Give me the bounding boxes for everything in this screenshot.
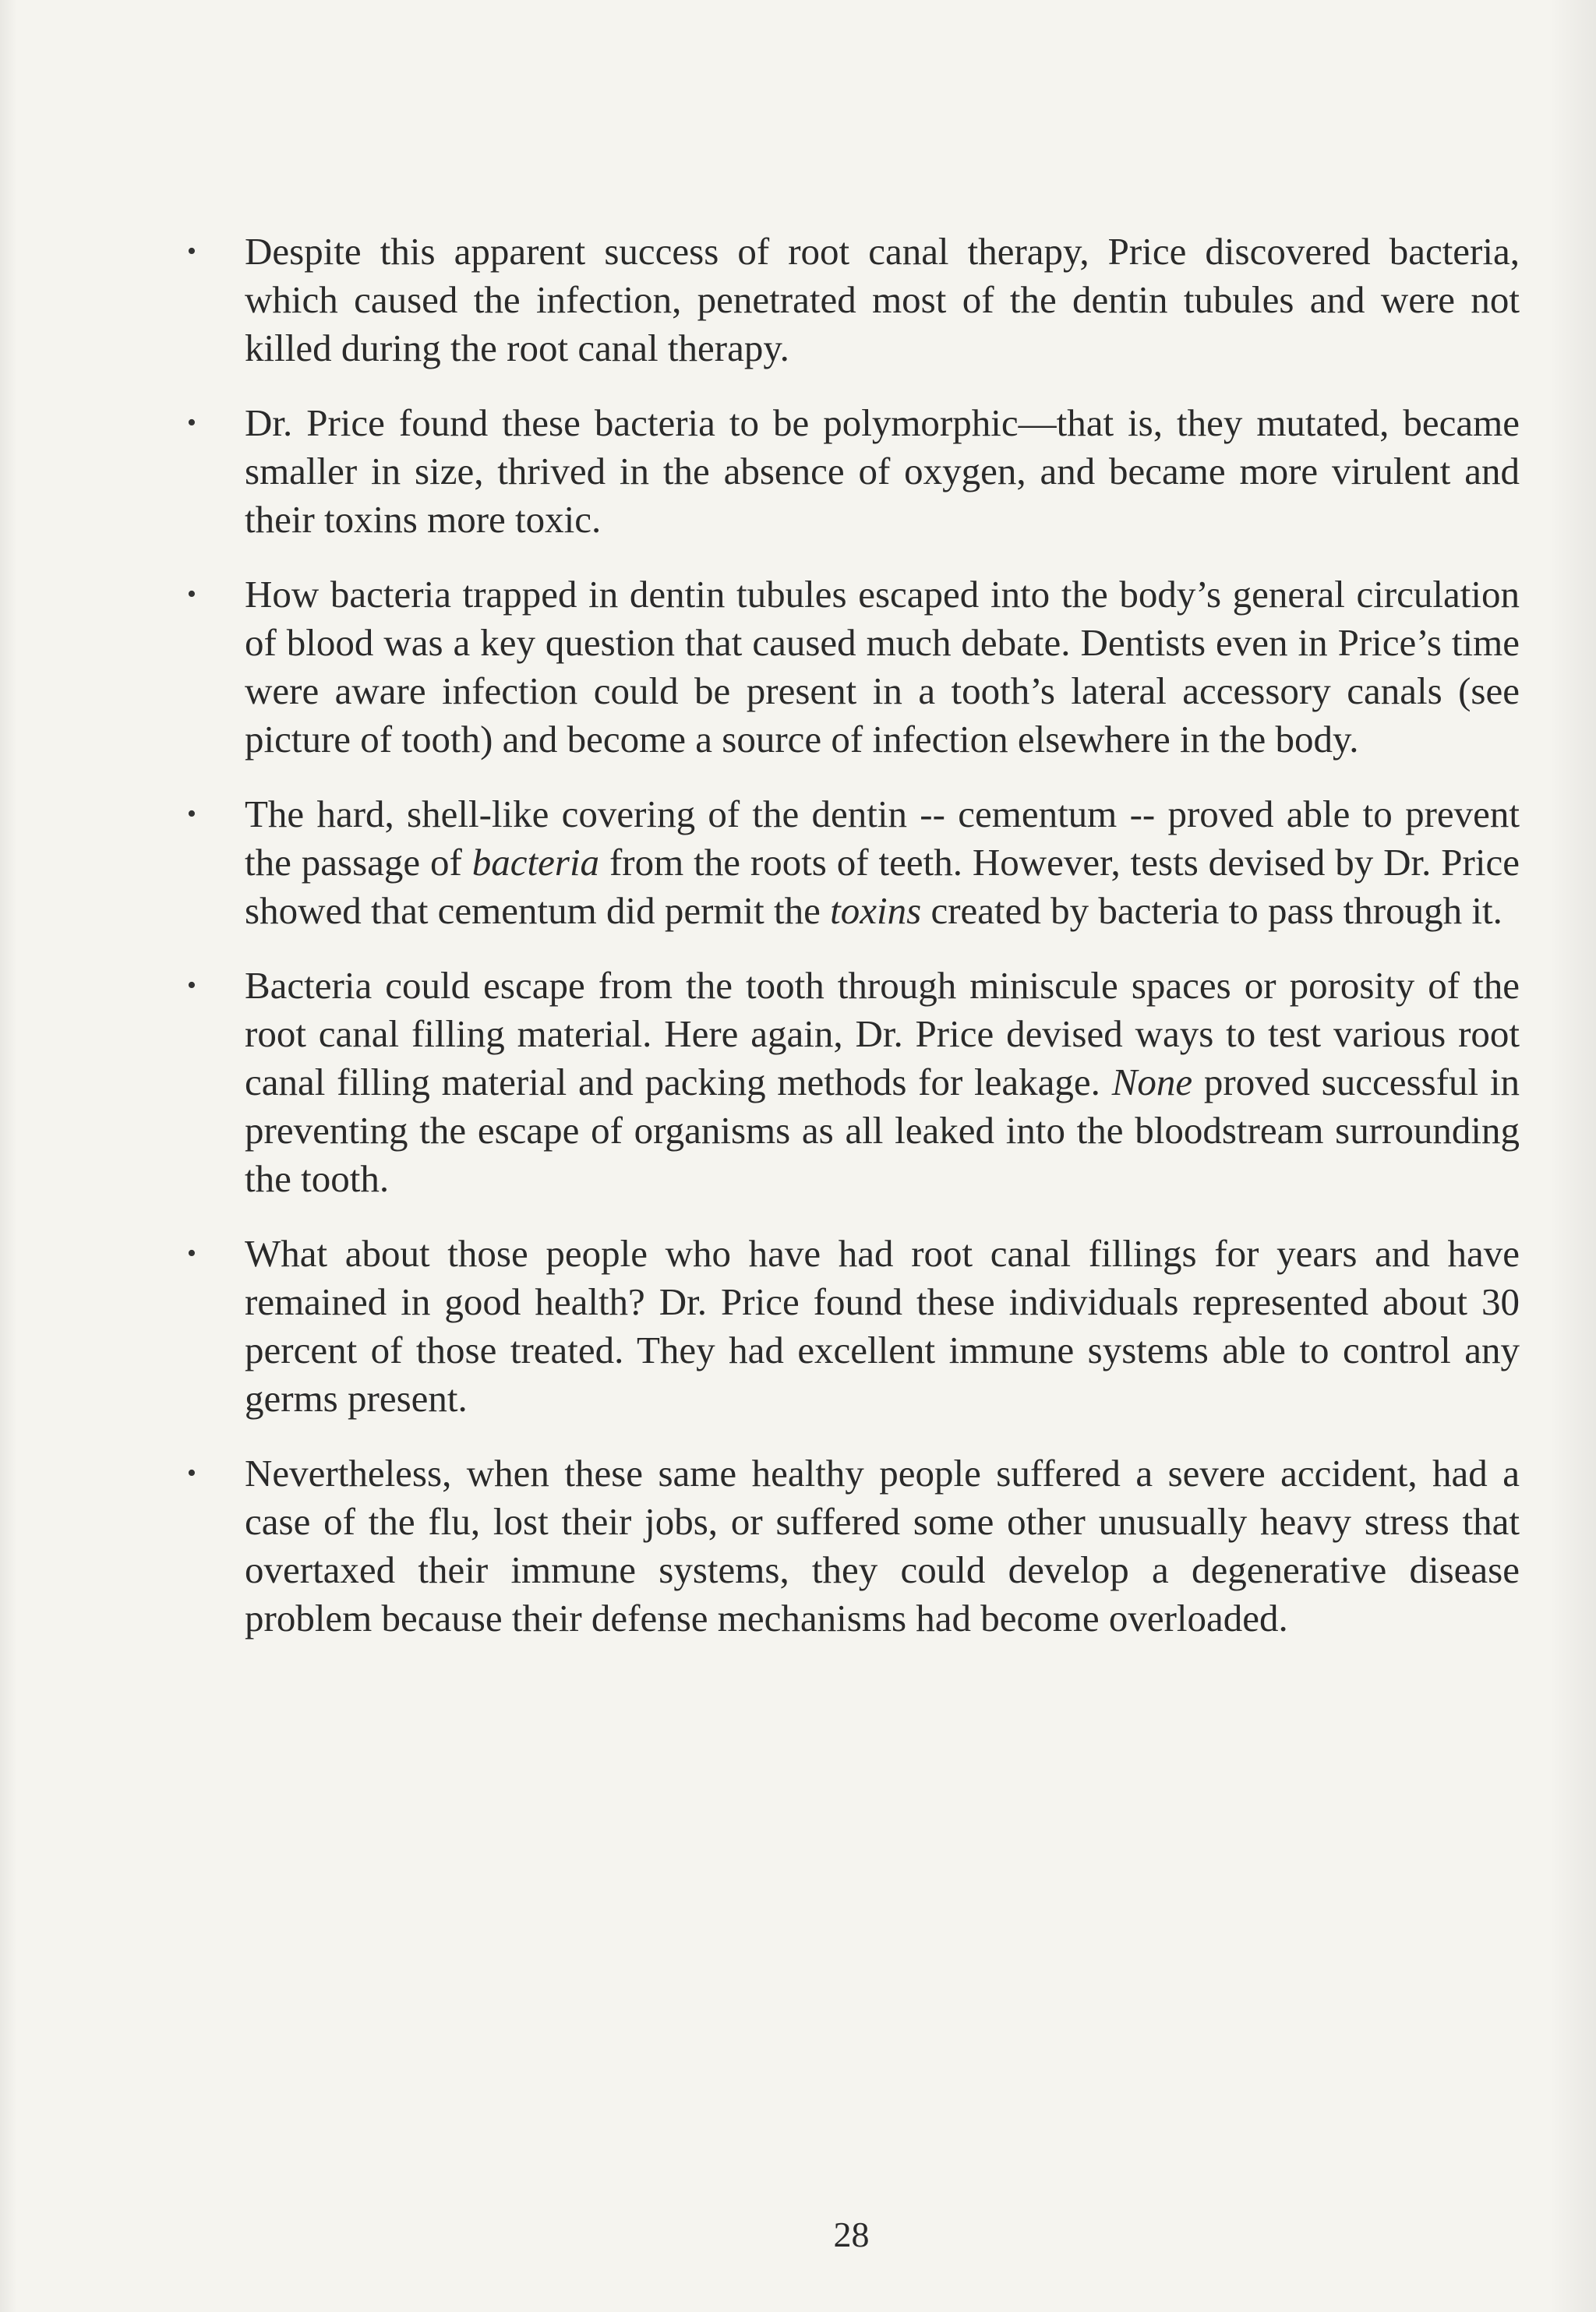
- bullet-text: Dr. Price found these bacteria to be polymorphic—that is, they mutated, became smaller in size, thrived in the absence of oxygen, and became more virulent and their toxins more toxic.: [245, 401, 1520, 541]
- list-item: [179, 399, 1520, 544]
- bullet-icon: •: [187, 237, 196, 266]
- italic-term: None: [1111, 1061, 1193, 1103]
- bullet-text: Despite this apparent success of root canal therapy, Price discovered bacteria, which caused the infection, penetrated most of the dentin tubules and were not killed during the root canal therapy.: [245, 230, 1520, 369]
- bullet-icon: •: [187, 1459, 196, 1488]
- list-item: [179, 790, 1520, 935]
- page-number: 28: [833, 2215, 870, 2254]
- italic-term: toxins: [830, 889, 922, 932]
- text-run: The hard, shell-like covering of the dentin -- cementum -- proved able to prevent the passage of: [245, 792, 1520, 884]
- bullet-icon: •: [187, 799, 196, 828]
- list-item: [179, 1230, 1520, 1423]
- bullet-text: [245, 792, 1520, 932]
- list-item: [179, 1449, 1520, 1643]
- text-run: Bacteria could escape from the tooth through miniscule spaces or porosity of the root canal filling material. Here again, Dr. Price devised ways to test various root canal filling material and packing methods for leakage.: [245, 964, 1520, 1103]
- text-run: proved successful in preventing the escape of organisms as all leaked into the bloodstream surrounding the tooth.: [245, 1061, 1520, 1200]
- list-item: [179, 570, 1520, 764]
- list-item: [179, 962, 1520, 1203]
- bullet-icon: •: [187, 580, 196, 609]
- bullet-list: [179, 228, 1520, 1669]
- bullet-text: How bacteria trapped in dentin tubules escaped into the body’s general circulation of blood was a key question that caused much debate. Dentists even in Price’s time were aware infection could be present in a tooth’s lateral accessory canals (see picture of tooth) and become a source of infection elsewhere in the body.: [245, 573, 1520, 761]
- text-run: created by bacteria to pass through it.: [921, 889, 1502, 932]
- bullet-icon: •: [187, 971, 196, 1000]
- italic-term: bacteria: [471, 841, 600, 884]
- text-run: from the roots of teeth. However, tests devised by Dr. Price showed that cementum did permit the: [245, 841, 1520, 932]
- bullet-text: [245, 964, 1520, 1200]
- bullet-text: Nevertheless, when these same healthy people suffered a severe accident, had a case of the flu, lost their jobs, or suffered some other unusually heavy stress that overtaxed their immune systems, they could develop a degenerative disease problem because their defense mechanisms had become overloaded.: [245, 1452, 1520, 1640]
- bullet-icon: •: [187, 408, 196, 437]
- bullet-text: What about those people who have had root canal fillings for years and have remained in good health? Dr. Price found these individuals represented about 30 percent of those treated. They had excellent immune systems able to control any germs present.: [245, 1232, 1520, 1420]
- bullet-icon: •: [187, 1239, 196, 1268]
- list-item: [179, 228, 1520, 372]
